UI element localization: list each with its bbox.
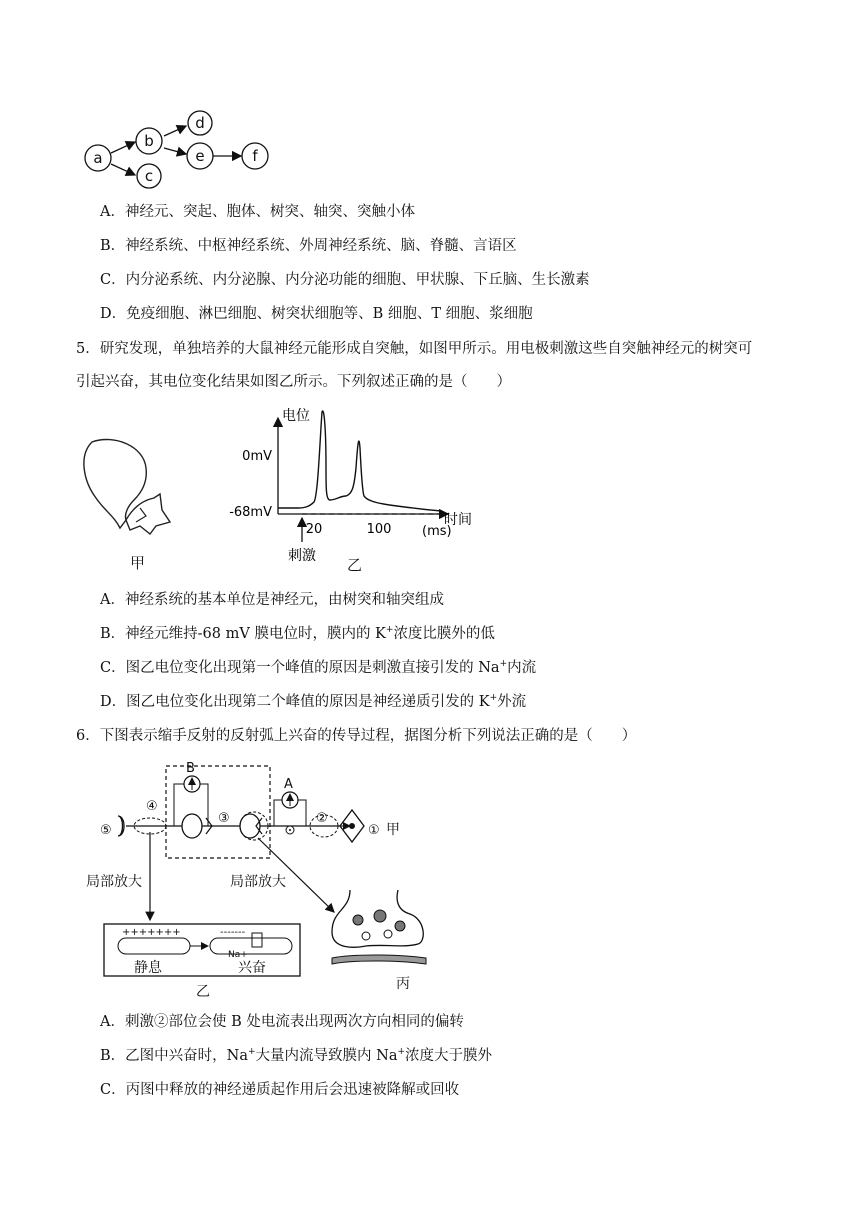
label-excite: 兴奋 xyxy=(238,960,266,976)
option-letter: C． xyxy=(100,1082,126,1098)
label-circled-2: ② xyxy=(316,811,328,826)
q6-option-b xyxy=(100,1046,492,1066)
plus-row-resting: +++++++ xyxy=(122,927,181,938)
figure-jia-autapse-neuron xyxy=(74,436,184,556)
meter-a-label: A xyxy=(284,777,293,792)
node-e-label: e xyxy=(195,147,205,165)
potential-curve xyxy=(278,411,442,511)
node-a-label: a xyxy=(93,149,103,167)
option-letter: A． xyxy=(100,1014,125,1030)
option-text-post: 外流 xyxy=(497,694,527,710)
option-text-pre: 图乙电位变化出现第二个峰值的原因是神经递质引发的 K xyxy=(126,694,490,710)
q6-option-c xyxy=(100,1080,459,1100)
q5-option-b xyxy=(100,624,495,644)
y-axis-label: 电位 xyxy=(282,408,310,424)
q5-stem-line2: 引起兴奋，其电位变化结果如图乙所示。下列叙述正确的是（ ） xyxy=(76,374,511,390)
option-text-pre: 神经元维持-68 mV 膜电位时，膜内的 K xyxy=(125,626,386,642)
option-letter: A． xyxy=(100,204,125,220)
q6-option-a xyxy=(100,1012,464,1032)
superscript: + xyxy=(489,693,498,704)
option-text-post: 内流 xyxy=(507,660,537,676)
q5-option-a xyxy=(100,590,444,610)
q4-option-d xyxy=(100,304,533,324)
option-letter: D． xyxy=(100,306,127,322)
superscript: + xyxy=(385,625,394,636)
figure-yi-label: 乙 xyxy=(347,556,363,574)
option-text-part2: 大量内流导致膜内 Na xyxy=(255,1048,398,1064)
minus-row-excited: ------- xyxy=(220,927,246,938)
label-rest: 静息 xyxy=(134,960,162,976)
label-circled-1: ① xyxy=(368,823,380,838)
option-text: 内分泌系统、内分泌腺、内分泌功能的细胞、甲状腺、下丘脑、生长激素 xyxy=(125,272,590,288)
q5-option-c xyxy=(100,658,536,678)
unit-label: (ms) xyxy=(422,524,452,539)
option-letter: C． xyxy=(100,660,126,676)
axon-resting xyxy=(118,938,190,954)
label-circled-3: ③ xyxy=(218,811,230,826)
concept-tree-diagram xyxy=(78,108,278,190)
figure-jia-label: 甲 xyxy=(130,554,146,572)
option-letter: B． xyxy=(100,238,126,254)
reflex-arc-figure xyxy=(86,760,426,1000)
meter-b-label: B xyxy=(186,761,195,776)
edge-b-e xyxy=(164,148,186,154)
option-text-part3: 浓度大于膜外 xyxy=(405,1048,493,1064)
node-b-label: b xyxy=(144,132,154,150)
option-letter: B． xyxy=(100,1048,126,1064)
option-text-post: 浓度比膜外的低 xyxy=(393,626,495,642)
edge-a-b xyxy=(111,142,135,153)
x-axis-label: 时间 xyxy=(444,512,472,528)
stimulus-label: 刺激 xyxy=(288,548,316,564)
na-label: Na+ xyxy=(228,950,248,960)
q5-stem-line1: 5．研究发现，单独培养的大鼠神经元能形成自突触，如图甲所示。用电极刺激这些自突触神经元的树突可 xyxy=(76,341,753,357)
option-text: 神经系统的基本单位是神经元，由树突和轴突组成 xyxy=(124,592,444,608)
rest-mv-label: -68mV xyxy=(229,505,272,520)
label-yi: 乙 xyxy=(196,984,210,1000)
figure-yi-potential-chart xyxy=(222,408,482,578)
interneuron-body xyxy=(182,814,202,838)
q5-option-d xyxy=(100,692,526,712)
node-f-label: f xyxy=(252,147,258,165)
tick-20-label: 20 xyxy=(305,522,323,537)
node-d-label: d xyxy=(195,114,205,132)
option-letter: D． xyxy=(100,694,127,710)
label-circled-5: ⑤ xyxy=(100,823,112,838)
option-text: 丙图中释放的神经递质起作用后会迅速被降解或回收 xyxy=(125,1082,460,1098)
effector xyxy=(118,816,124,836)
q4-option-a xyxy=(100,202,415,222)
superscript: + xyxy=(499,659,508,670)
axon-excited xyxy=(210,938,292,954)
superscript: + xyxy=(397,1047,406,1058)
option-text-pre: 图乙电位变化出现第一个峰值的原因是刺激直接引发的 Na xyxy=(125,660,500,676)
label-enlarge-left: 局部放大 xyxy=(86,874,142,890)
option-letter: A． xyxy=(100,592,125,608)
option-text: 神经元、突起、胞体、树突、轴突、突触小体 xyxy=(124,204,415,220)
q6-stem: 6．下图表示缩手反射的反射弧上兴奋的传导过程，据图分析下列说法正确的是（ ） xyxy=(76,728,637,744)
option-text: 神经系统、中枢神经系统、外周神经系统、脑、脊髓、言语区 xyxy=(125,238,517,254)
label-enlarge-mid: 局部放大 xyxy=(230,874,286,890)
edge-b-d xyxy=(164,126,186,136)
option-text: 刺激②部位会使 B 处电流表出现两次方向相同的偏转 xyxy=(124,1014,464,1030)
option-letter: B． xyxy=(100,626,126,642)
node-c-label: c xyxy=(144,167,154,185)
superscript: + xyxy=(248,1047,256,1058)
label-bing: 丙 xyxy=(396,976,410,992)
tick-100-label: 100 xyxy=(366,522,392,537)
zero-mv-label: 0mV xyxy=(242,449,272,464)
label-circled-4: ④ xyxy=(146,799,158,814)
option-text-part1: 乙图中兴奋时，Na xyxy=(125,1048,248,1064)
q4-option-c xyxy=(100,270,590,290)
q4-option-b xyxy=(100,236,517,256)
option-letter: C． xyxy=(100,272,126,288)
edge-a-c xyxy=(111,164,135,175)
label-jia: 甲 xyxy=(386,822,400,838)
option-text: 免疫细胞、淋巴细胞、树突状细胞等、B 细胞、T 细胞、浆细胞 xyxy=(126,306,533,322)
